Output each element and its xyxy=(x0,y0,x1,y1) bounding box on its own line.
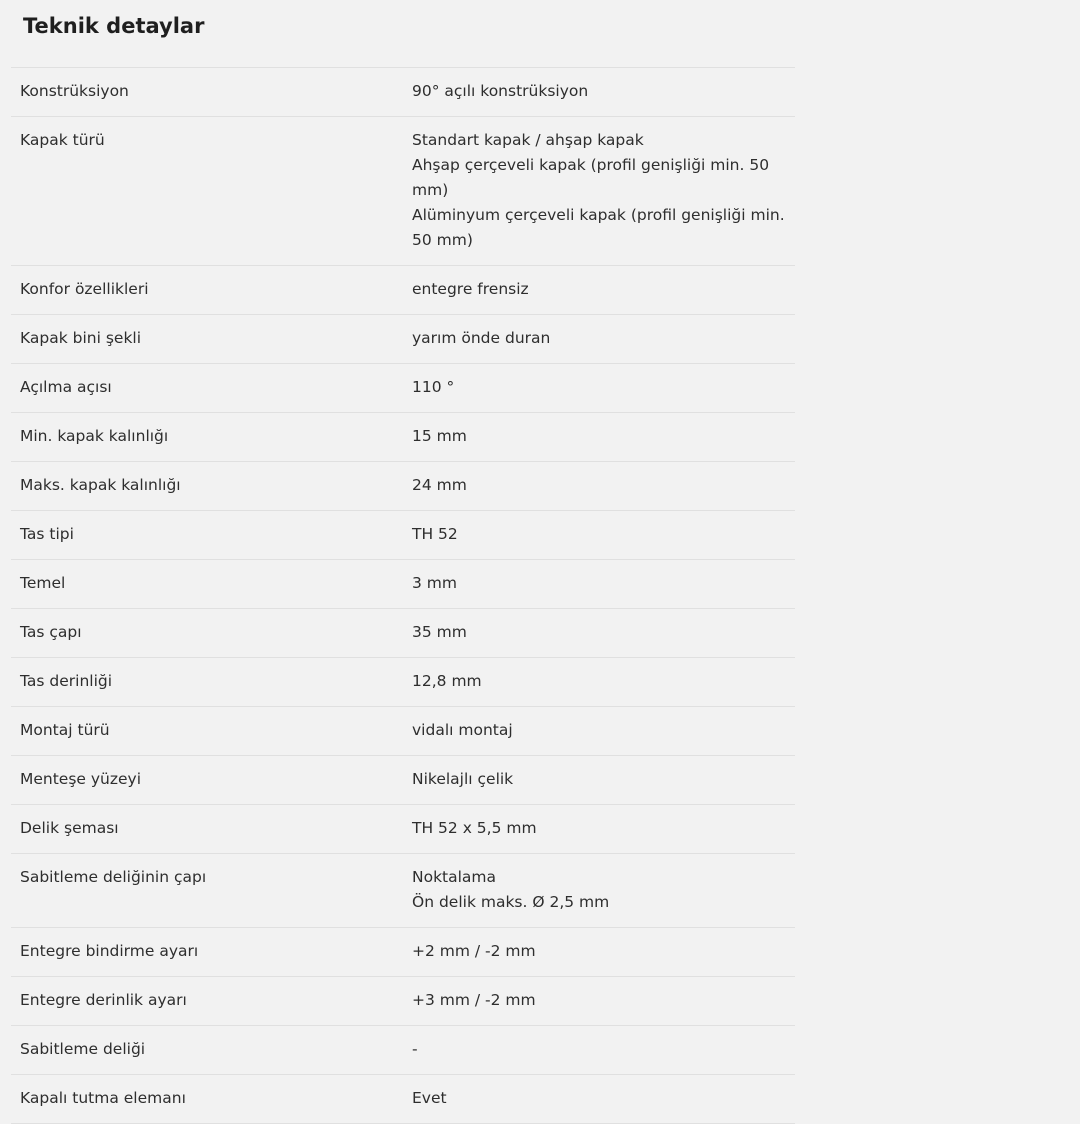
spec-label: Konstrüksiyon xyxy=(20,82,129,100)
spec-label: Kapak türü xyxy=(20,131,105,149)
spec-row xyxy=(11,117,795,266)
spec-label: Tas çapı xyxy=(20,623,82,641)
spec-label: Delik şeması xyxy=(20,819,119,837)
spec-row xyxy=(11,1075,795,1124)
spec-value xyxy=(403,1037,795,1062)
spec-value xyxy=(403,865,795,915)
spec-row xyxy=(11,560,795,609)
spec-row xyxy=(11,68,795,117)
spec-value-line: 90° açılı konstrüksiyon xyxy=(412,82,589,100)
section-title: Teknik detaylar xyxy=(23,14,205,38)
spec-row xyxy=(11,658,795,707)
spec-label: Konfor özellikleri xyxy=(20,280,149,298)
spec-row xyxy=(11,805,795,854)
spec-value-line: TH 52 x 5,5 mm xyxy=(412,819,537,837)
spec-value-line: 110 ° xyxy=(412,378,455,396)
spec-value-line: +3 mm / -2 mm xyxy=(412,991,536,1009)
spec-value xyxy=(403,128,795,253)
spec-value-line: vidalı montaj xyxy=(412,721,513,739)
spec-label: Entegre derinlik ayarı xyxy=(20,991,187,1009)
spec-label: Temel xyxy=(20,574,66,592)
spec-value xyxy=(403,718,795,743)
spec-row xyxy=(11,462,795,511)
spec-value-line: - xyxy=(412,1040,418,1058)
spec-value-line: +2 mm / -2 mm xyxy=(412,942,536,960)
spec-value-line: Ahşap çerçeveli kapak (profil genişliği min. 50 mm) xyxy=(412,156,770,199)
spec-value-line: Ön delik maks. Ø 2,5 mm xyxy=(412,893,610,911)
spec-value-line: Nikelajlı çelik xyxy=(412,770,514,788)
spec-label: Maks. kapak kalınlığı xyxy=(20,476,181,494)
spec-row xyxy=(11,315,795,364)
spec-value xyxy=(403,79,795,104)
spec-label: Kapalı tutma elemanı xyxy=(20,1089,186,1107)
spec-row xyxy=(11,707,795,756)
spec-row xyxy=(11,609,795,658)
spec-row xyxy=(11,511,795,560)
spec-value xyxy=(403,669,795,694)
spec-value-line: 12,8 mm xyxy=(412,672,482,690)
spec-value-line: yarım önde duran xyxy=(412,329,551,347)
spec-value xyxy=(403,620,795,645)
spec-label: Kapak bini şekli xyxy=(20,329,142,347)
spec-value-line: Alüminyum çerçeveli kapak (profil genişliği min. 50 mm) xyxy=(412,206,785,249)
spec-label: Tas tipi xyxy=(20,525,74,543)
spec-row xyxy=(11,854,795,928)
spec-row xyxy=(11,1026,795,1075)
spec-value xyxy=(403,424,795,449)
spec-value xyxy=(403,326,795,351)
spec-value-line: 15 mm xyxy=(412,427,467,445)
spec-value xyxy=(403,571,795,596)
spec-label: Montaj türü xyxy=(20,721,110,739)
spec-row xyxy=(11,266,795,315)
spec-row xyxy=(11,413,795,462)
spec-value-line: TH 52 xyxy=(412,525,458,543)
spec-label: Entegre bindirme ayarı xyxy=(20,942,199,960)
spec-value-line: 24 mm xyxy=(412,476,467,494)
spec-row xyxy=(11,928,795,977)
spec-value xyxy=(403,1086,795,1111)
spec-row xyxy=(11,364,795,413)
spec-label: Tas derinliği xyxy=(20,672,113,690)
spec-value xyxy=(403,375,795,400)
spec-value xyxy=(403,939,795,964)
spec-value-line: entegre frensiz xyxy=(412,280,529,298)
spec-label: Min. kapak kalınlığı xyxy=(20,427,169,445)
spec-value-line: Standart kapak / ahşap kapak xyxy=(412,131,644,149)
spec-value xyxy=(403,816,795,841)
spec-value xyxy=(403,522,795,547)
spec-label: Sabitleme deliğinin çapı xyxy=(20,868,207,886)
specs-table xyxy=(11,67,795,1124)
spec-value-line: Noktalama xyxy=(412,868,497,886)
spec-value-line: Evet xyxy=(412,1089,447,1107)
spec-value-line: 3 mm xyxy=(412,574,457,592)
spec-value-line: 35 mm xyxy=(412,623,467,641)
spec-label: Sabitleme deliği xyxy=(20,1040,146,1058)
spec-value xyxy=(403,767,795,792)
spec-row xyxy=(11,756,795,805)
spec-value xyxy=(403,473,795,498)
spec-row xyxy=(11,977,795,1026)
spec-value xyxy=(403,277,795,302)
spec-label: Menteşe yüzeyi xyxy=(20,770,142,788)
spec-value xyxy=(403,988,795,1013)
spec-label: Açılma açısı xyxy=(20,378,112,396)
